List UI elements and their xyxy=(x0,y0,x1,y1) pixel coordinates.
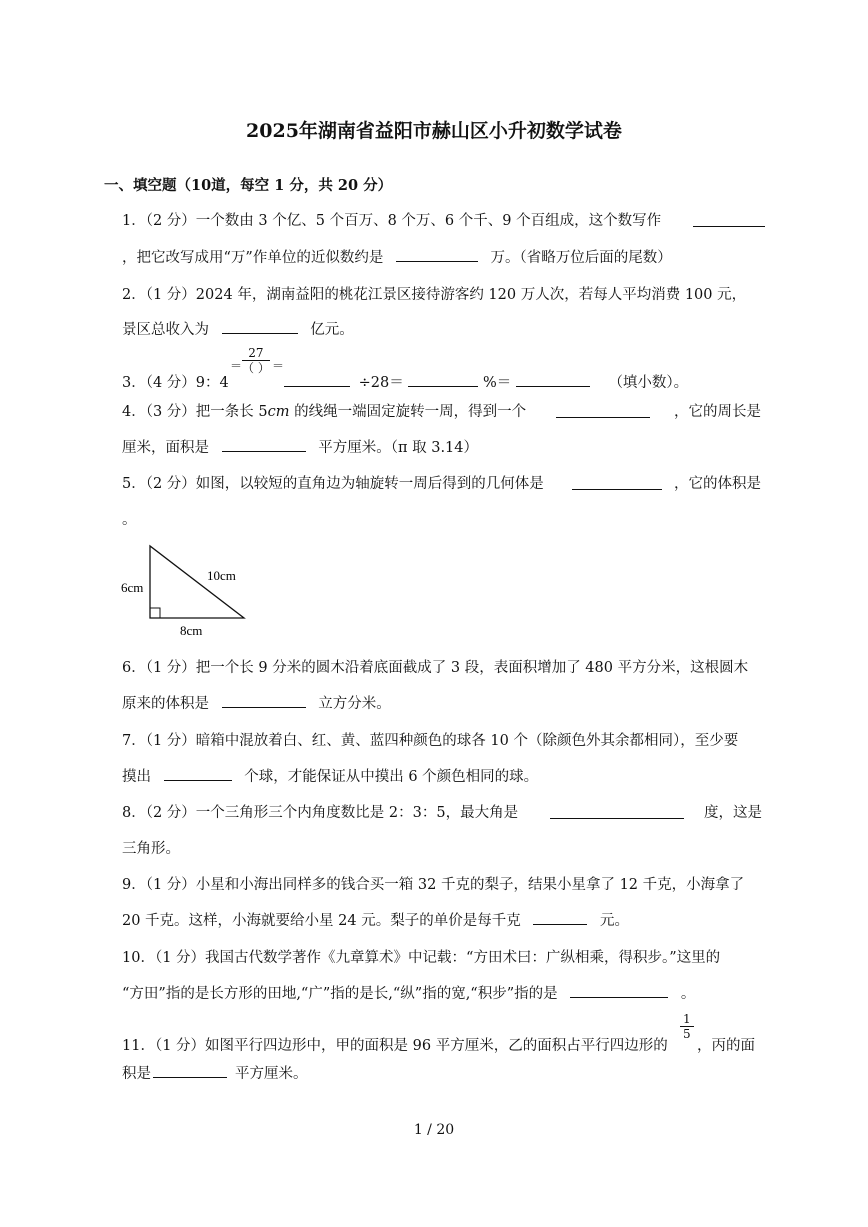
question-7-line-2 xyxy=(122,765,538,786)
q1-text-c: 万。（省略万位后面的尾数） xyxy=(490,250,672,266)
q5-text-a: 5．（2 分）如图，以较短的直角边为轴旋转一周后得到的几何体是 xyxy=(122,476,544,492)
section-heading: 一、填空题（10道，每空 1 分，共 20 分） xyxy=(104,177,393,194)
question-6-line-2 xyxy=(122,692,391,713)
question-10-line-1 xyxy=(122,946,720,967)
q8-text-b: 度，这是 xyxy=(704,805,762,821)
q11-text-a: 11．（1 分）如图平行四边形中，甲的面积是 96 平方厘米，乙的面积占平行四边形的 xyxy=(122,1038,668,1054)
question-8-line-1 xyxy=(122,801,518,822)
q1-answer-blank-1[interactable] xyxy=(693,212,765,227)
q8-text-c: 三角形。 xyxy=(122,841,180,857)
q11-fraction xyxy=(680,1012,694,1041)
q3-eq-1: ＝ xyxy=(230,359,243,373)
q8-answer-blank[interactable] xyxy=(550,804,684,819)
q7-text-b: 摸出 xyxy=(122,769,151,785)
page-title: 2025年湖南省益阳市赫山区小升初数学试卷 xyxy=(246,120,622,142)
q9-text-a: 9．（1 分）小星和小海出同样多的钱合买一箱 32 千克的梨子，结果小星拿了 12 千克，小海拿了 xyxy=(122,877,745,893)
q4-text-a: 4．（3 分）把一条长 5 xyxy=(122,404,268,420)
q7-text-c: 个球，才能保证从中摸出 6 个颜色相同的球。 xyxy=(244,769,539,785)
q6-text-a: 6．（1 分）把一个长 9 分米的圆木沿着底面截成了 3 段，表面积增加了 480 平方分米，这根圆木 xyxy=(122,660,749,676)
triangle-figure xyxy=(118,538,258,640)
q10-text-a: 10．（1 分）我国古代数学著作《九章算术》中记载：“方田术曰：广纵相乘，得积步。”这里的 xyxy=(122,950,721,966)
q4-text-b: 的线绳一端固定旋转一周，得到一个 xyxy=(289,404,527,420)
q3-answer-blank-1[interactable] xyxy=(284,372,350,387)
q11-frac-denominator: 5 xyxy=(683,1027,691,1041)
q2-text-a: 2．（1 分）2024 年，湖南益阳的桃花江景区接待游客约 120 万人次，若每人平均消费 100 元， xyxy=(122,287,747,303)
question-4-line-1 xyxy=(122,400,526,421)
q6-text-b: 原来的体积是 xyxy=(122,696,209,712)
q3-lead: 3．（4 分）9：4 xyxy=(122,375,229,391)
q3-fraction xyxy=(242,346,270,375)
q6-answer-blank[interactable] xyxy=(222,693,306,708)
q3-div: ÷28＝ xyxy=(358,375,404,391)
question-2-line-1 xyxy=(122,283,746,304)
q3-pct: %＝ xyxy=(482,375,512,391)
q9-text-b: 20 千克。这样，小海就要给小星 24 元。梨子的单价是每千克 xyxy=(122,913,521,929)
q9-text-c: 元。 xyxy=(599,913,629,929)
question-9-line-2 xyxy=(122,909,629,930)
q7-answer-blank[interactable] xyxy=(164,766,232,781)
q3-note: （填小数）。 xyxy=(608,375,689,391)
q2-text-b: 景区总收入为 xyxy=(122,322,209,338)
q4-text-c: ，它的周长是 xyxy=(674,404,761,420)
question-4-line-2 xyxy=(122,436,478,457)
q3-answer-blank-2[interactable] xyxy=(408,372,478,387)
q11-text-c: 积是 xyxy=(122,1066,151,1082)
q10-text-c: 。 xyxy=(680,986,696,1002)
question-7-line-1 xyxy=(122,729,738,750)
q5-answer-blank[interactable] xyxy=(572,475,662,490)
q4-text-d: 厘米，面积是 xyxy=(122,440,209,456)
q3-frac-numerator: 27 xyxy=(242,346,270,361)
question-1-line-2 xyxy=(122,246,672,267)
q7-text-a: 7．（1 分）暗箱中混放着白、红、黄、蓝四种颜色的球各 10 个（除颜色外其余都相同），至少要 xyxy=(122,733,739,749)
q2-answer-blank[interactable] xyxy=(222,319,298,334)
q4-text-e: 平方厘米。（π 取 3.14） xyxy=(318,440,479,456)
q4-unit: cm xyxy=(267,404,290,420)
q4-answer-blank-1[interactable] xyxy=(556,403,650,418)
question-2-line-2 xyxy=(122,318,354,339)
question-10-line-2 xyxy=(122,982,695,1003)
q1-answer-blank-2[interactable] xyxy=(396,247,478,262)
q1-text-a: 1．（2 分）一个数由 3 个亿、5 个百万、8 个万、6 个千、9 个百组成，这个数写作 xyxy=(122,213,662,229)
q11-frac-numerator: 1 xyxy=(680,1012,694,1027)
q11-text-d: 平方厘米。 xyxy=(235,1066,308,1082)
triangle-bottom-label: 8cm xyxy=(180,623,203,638)
question-3-rest xyxy=(284,371,688,392)
q10-answer-blank[interactable] xyxy=(570,983,668,998)
question-9-line-1 xyxy=(122,873,744,894)
q3-eq-2: ＝ xyxy=(272,359,285,373)
q8-text-a: 8．（2 分）一个三角形三个内角度数比是 2：3：5，最大角是 xyxy=(122,805,519,821)
q5-text-c: 。 xyxy=(122,512,137,528)
q3-frac-denominator: （ ） xyxy=(242,361,270,375)
q11-text-b: ，丙的面 xyxy=(697,1038,755,1054)
q1-text-b: ，把它改写成用“万”作单位的近似数约是 xyxy=(122,250,384,266)
q4-answer-blank-2[interactable] xyxy=(222,437,306,452)
question-1-line-1 xyxy=(122,209,661,230)
question-6-line-1 xyxy=(122,656,748,677)
page-number: 1 / 20 xyxy=(413,1122,455,1138)
q9-answer-blank[interactable] xyxy=(533,910,587,925)
triangle-hypotenuse-label: 10cm xyxy=(207,568,236,583)
question-3-line xyxy=(122,371,229,392)
q6-text-c: 立方分米。 xyxy=(318,696,391,712)
question-11-line-1 xyxy=(122,1034,668,1055)
right-angle-mark xyxy=(150,608,160,618)
question-5-line-1 xyxy=(122,472,544,493)
q2-text-c: 亿元。 xyxy=(310,322,354,338)
question-11-line-2 xyxy=(122,1062,308,1083)
q3-answer-blank-3[interactable] xyxy=(516,372,590,387)
q11-answer-blank[interactable] xyxy=(153,1063,227,1078)
q10-text-b: “方田”指的是长方形的田地,“广”指的是长,“纵”指的宽,“积步”指的是 xyxy=(122,986,558,1002)
triangle-left-label: 6cm xyxy=(121,580,144,595)
q5-text-b: ，它的体积是 xyxy=(674,476,761,492)
